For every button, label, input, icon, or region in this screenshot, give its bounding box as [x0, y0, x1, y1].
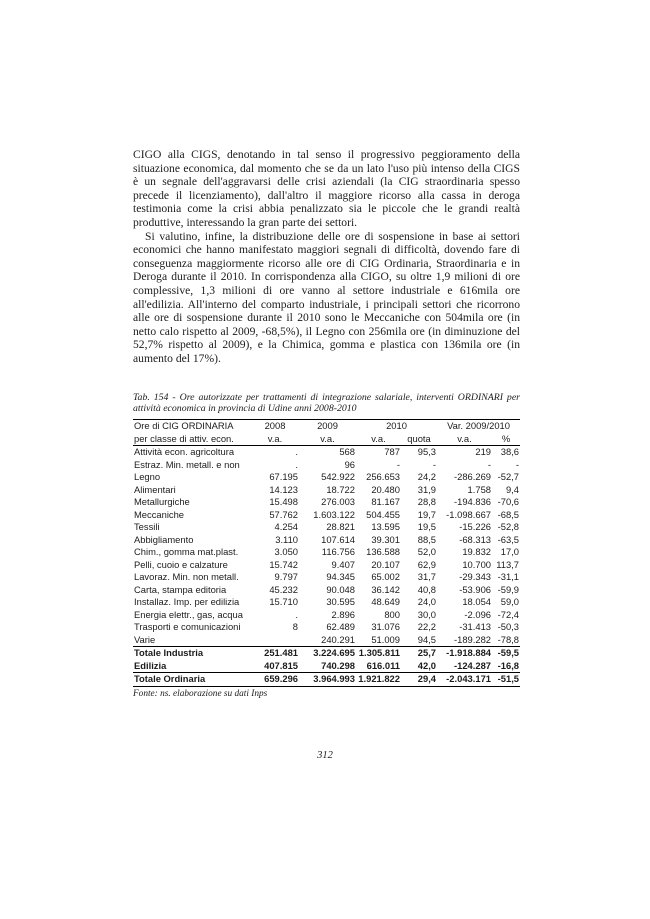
cell-quota: 31,7: [417, 571, 437, 583]
cell-quota: 19,7: [417, 508, 437, 520]
cell-v2008: 3.110: [275, 533, 298, 545]
header-row-years: [133, 420, 520, 433]
header-va-2010: v.a.: [356, 433, 401, 446]
cell-v2009: 28.821: [326, 521, 355, 533]
header-col-subtitle: per classe di attiv. econ.: [133, 433, 251, 446]
cell-var_va: -68.313: [459, 533, 492, 545]
row-label: Totale Industria: [133, 647, 251, 660]
cell-v2008: 57.762: [269, 508, 298, 520]
cell-v2010: 65.002: [371, 571, 400, 583]
header-year-2008: 2008: [264, 420, 286, 432]
cell-v2008: .: [295, 608, 298, 620]
cell-v2010: 51.009: [371, 633, 400, 645]
header-var-pct: %: [492, 433, 520, 446]
cell-v2009: 542.922: [321, 471, 355, 483]
cell-v2010: 81.167: [371, 496, 400, 508]
cell-v2009: 62.489: [326, 621, 355, 633]
table-row: [133, 609, 520, 622]
cell-var_pct: -16,8: [497, 659, 520, 671]
cell-quota: -: [432, 458, 437, 470]
cell-v2008: 67.195: [269, 471, 298, 483]
table-row: [133, 559, 520, 572]
cell-v2010: 787: [384, 446, 400, 458]
cell-v2008: 15.742: [269, 558, 298, 570]
row-label: Carta, stampa editoria: [134, 583, 227, 595]
paragraph-1: CIGO alla CIGS, denotando in tal senso il progressivo peggioramento della situazione economica, dal momento che se da un lato l'uso più intenso della CIGS è un segnale dell'aggravarsi delle crisi aziendali (la CIG straordinaria spesso precede il licenziamento), dall'altro il maggiore ricorso alla cassa in deroga testimonia come la crisi abbia penalizzato sia le piccole che le grandi realtà produttive, interessando la gran parte dei settori.: [133, 148, 520, 229]
cell-v2009: 107.614: [321, 533, 355, 545]
cell-v2009: 568: [339, 446, 355, 458]
cell-var_pct: -: [515, 458, 520, 470]
table-row: [133, 496, 520, 509]
table-row: [133, 534, 520, 547]
row-label: Abbigliamento: [134, 533, 194, 545]
header-var-2009-2010: Var. 2009/2010: [447, 420, 510, 432]
table-row: [133, 673, 520, 687]
cell-var_pct: 17,0: [500, 546, 520, 558]
cell-v2008: .: [295, 458, 298, 470]
header-year-2010: 2010: [386, 420, 407, 432]
cig-ordinaria-table: [133, 419, 520, 687]
cell-quota: 40,8: [417, 583, 437, 595]
cell-quota: 30,0: [417, 608, 437, 620]
cell-v2010: 20.107: [371, 558, 400, 570]
cell-var_pct: -72,4: [497, 608, 520, 620]
cell-var_pct: -78,8: [497, 633, 520, 645]
cell-var_va: -29.343: [459, 571, 492, 583]
cell-quota: 95,3: [417, 446, 437, 458]
cell-var_pct: -51,5: [492, 673, 520, 687]
table-row: [133, 596, 520, 609]
table-row: [133, 509, 520, 522]
cell-quota: 22,2: [417, 621, 437, 633]
cell-var_pct: -63,5: [497, 533, 520, 545]
cell-var_pct: -59,5: [492, 647, 520, 660]
table-header: [133, 420, 520, 446]
cell-v2008: 9.797: [274, 571, 298, 583]
cell-v2009: 94.345: [326, 571, 355, 583]
header-year-2009: 2009: [317, 420, 338, 432]
cell-v2008: 15.710: [269, 596, 298, 608]
row-label: Alimentari: [134, 483, 176, 495]
page-content: [133, 148, 520, 700]
cell-var_va: 10.700: [462, 558, 492, 570]
cell-quota: 94,5: [417, 633, 437, 645]
row-label: Chim., gomma mat.plast.: [134, 546, 239, 558]
cell-v2008: 251.481: [251, 647, 299, 660]
cell-quota: 24,0: [417, 596, 437, 608]
cell-var_pct: -31,1: [497, 571, 520, 583]
row-label: Installaz. Imp. per edilizia: [134, 596, 240, 608]
cell-var_pct: 38,6: [500, 446, 520, 458]
cell-var_pct: -68,5: [497, 508, 520, 520]
cell-v2009: 1.603.122: [313, 508, 355, 520]
cell-quota: 28,8: [417, 496, 437, 508]
table-row: [133, 521, 520, 534]
table-body: [133, 446, 520, 687]
cell-v2009: 276.003: [321, 496, 355, 508]
cell-var_va: -194.836: [454, 496, 492, 508]
cell-quota: 29,4: [401, 673, 437, 687]
header-row-units: [133, 433, 520, 446]
cell-quota: 25,7: [401, 647, 437, 660]
cell-v2008: 45.232: [269, 583, 298, 595]
cell-v2008: [251, 634, 299, 647]
cell-var_va: -2.096: [464, 608, 492, 620]
cell-quota: 42,0: [417, 659, 437, 671]
cell-var_pct: -50,3: [497, 621, 520, 633]
cell-v2008: 407.815: [264, 659, 298, 671]
cell-var_va: -189.282: [454, 633, 492, 645]
cell-v2009: 116.756: [321, 546, 355, 558]
cell-var_pct: 9,4: [505, 483, 520, 495]
cell-quota: 52,0: [417, 546, 437, 558]
cell-quota: 31,9: [417, 483, 437, 495]
cell-v2009: 2.896: [331, 608, 355, 620]
cell-var_pct: 59,0: [500, 596, 520, 608]
cell-v2010: 136.588: [366, 546, 400, 558]
row-label: Attività econ. agricoltura: [134, 446, 235, 458]
cell-v2009: 90.048: [326, 583, 355, 595]
table-row: [133, 446, 520, 459]
row-label: Totale Ordinaria: [133, 673, 251, 687]
table-row: [133, 484, 520, 497]
cell-v2009: 18.722: [326, 483, 355, 495]
row-label: Trasporti e comunicazioni: [134, 621, 241, 633]
cell-var_pct: -52,8: [497, 521, 520, 533]
row-label: Varie: [134, 633, 156, 645]
header-var-va: v.a.: [437, 433, 492, 446]
cell-var_va: -31.413: [459, 621, 492, 633]
cell-var_va: -: [487, 458, 492, 470]
cell-v2010: 20.480: [371, 483, 400, 495]
table-source: Fonte: ns. elaborazione su dati Inps: [133, 688, 268, 699]
cell-quota: 19,5: [417, 521, 437, 533]
cell-v2008: 8: [292, 621, 298, 633]
cell-v2010: 36.142: [371, 583, 400, 595]
row-label: Pelli, cuoio e calzature: [134, 558, 228, 570]
cell-v2009: 96: [344, 458, 355, 470]
cell-v2008: 14.123: [269, 483, 298, 495]
table-row: [133, 471, 520, 484]
cell-v2010: 31.076: [371, 621, 400, 633]
table-row: [133, 621, 520, 634]
cell-v2009: 3.224.695: [299, 647, 356, 660]
cell-v2008: 3.050: [274, 546, 298, 558]
cell-v2008: 15.498: [269, 496, 298, 508]
cell-var_pct: -52,7: [497, 471, 520, 483]
cell-var_va: -124.287: [454, 659, 492, 671]
cell-v2008: 4.254: [274, 521, 298, 533]
paragraph-2: Si valutino, infine, la distribuzione delle ore di sospensione in base ai settori economici che hanno manifestato maggiori segnali di difficoltà, dovendo fare di conseguenza maggiormente ricorso alle ore di CIG Ordinaria, Straordinaria e in Deroga durante il 2010. In corrispondenza alla CIGO, su oltre 1,9 milioni di ore complessive, 1,3 milioni di ore vanno al settore industriale e 616mila ore all'edilizia. All'interno del comparto industriale, i principali settori che ricorrono alle ore di sospensione durante il 2010 sono le Meccaniche con 504mila ore (in netto calo rispetto al 2009, -68,5%), il Legno con 256mila ore (in diminuzione del 52,7% rispetto al 2009), e la Chimica, gomma e plastica con 136mila ore (in aumento del 17%).: [133, 229, 520, 365]
table-row: [133, 546, 520, 559]
cell-var_va: 219: [475, 446, 492, 458]
cell-quota: 62,9: [417, 558, 437, 570]
row-label: Lavoraz. Min. non metall.: [134, 571, 239, 583]
row-label: Edilizia: [134, 659, 167, 671]
cell-var_va: 1.758: [467, 483, 492, 495]
table-row: [133, 634, 520, 647]
cell-var_va: 18.054: [462, 596, 492, 608]
cell-v2009: 240.291: [321, 633, 355, 645]
table-row: [133, 584, 520, 597]
header-va-2008: v.a.: [251, 433, 299, 446]
header-quota: quota: [401, 433, 437, 446]
cell-var_va: -2.043.171: [437, 673, 492, 687]
cell-var_va: -53.906: [459, 583, 492, 595]
cell-v2010: 256.653: [366, 471, 400, 483]
cell-v2010: 1.921.822: [356, 673, 401, 687]
cell-v2008: 659.296: [251, 673, 299, 687]
cell-var_pct: -59,9: [497, 583, 520, 595]
header-col-title: Ore di CIG ORDINARIA: [134, 420, 234, 432]
cell-var_va: 19.832: [462, 546, 492, 558]
cell-v2010: -: [396, 458, 400, 470]
table-row: [133, 660, 520, 673]
table-row: [133, 459, 520, 472]
cell-v2008: .: [295, 446, 298, 458]
row-label: Energia elettr., gas, acqua: [134, 608, 243, 620]
table-row: [133, 571, 520, 584]
cell-quota: 88,5: [417, 533, 437, 545]
cell-v2010: 13.595: [371, 521, 400, 533]
cell-var_va: -15.226: [459, 521, 492, 533]
cell-v2010: 504.455: [366, 508, 400, 520]
cell-v2010: 1.305.811: [356, 647, 401, 660]
page-number: 312: [317, 750, 333, 761]
cell-v2010: 48.649: [371, 596, 400, 608]
cell-var_va: -1.098.667: [446, 508, 492, 520]
cell-v2009: 3.964.993: [299, 673, 356, 687]
row-label: Meccaniche: [134, 508, 185, 520]
cell-var_va: -1.918.884: [437, 647, 492, 660]
row-label: Estraz. Min. metall. e non: [134, 458, 240, 470]
cell-var_pct: 113,7: [496, 558, 520, 570]
cell-v2010: 800: [384, 608, 400, 620]
cell-v2009: 9.407: [331, 558, 355, 570]
cell-var_pct: -70,6: [497, 496, 520, 508]
row-label: Legno: [134, 471, 161, 483]
cell-var_va: -286.269: [454, 471, 492, 483]
cell-v2010: 39.301: [371, 533, 400, 545]
header-va-2009: v.a.: [299, 433, 356, 446]
row-label: Tessili: [134, 521, 160, 533]
table-row: [133, 647, 520, 660]
cell-quota: 24,2: [417, 471, 437, 483]
row-label: Metallurgiche: [134, 496, 190, 508]
table-caption: Tab. 154 - Ore autorizzate per trattamenti di integrazione salariale, interventi ORDINARI per attività economica in provincia di Udine anni 2008-2010: [133, 391, 520, 414]
cell-v2009: 30.595: [326, 596, 355, 608]
cell-v2009: 740.298: [321, 659, 355, 671]
cell-v2010: 616.011: [366, 659, 400, 671]
